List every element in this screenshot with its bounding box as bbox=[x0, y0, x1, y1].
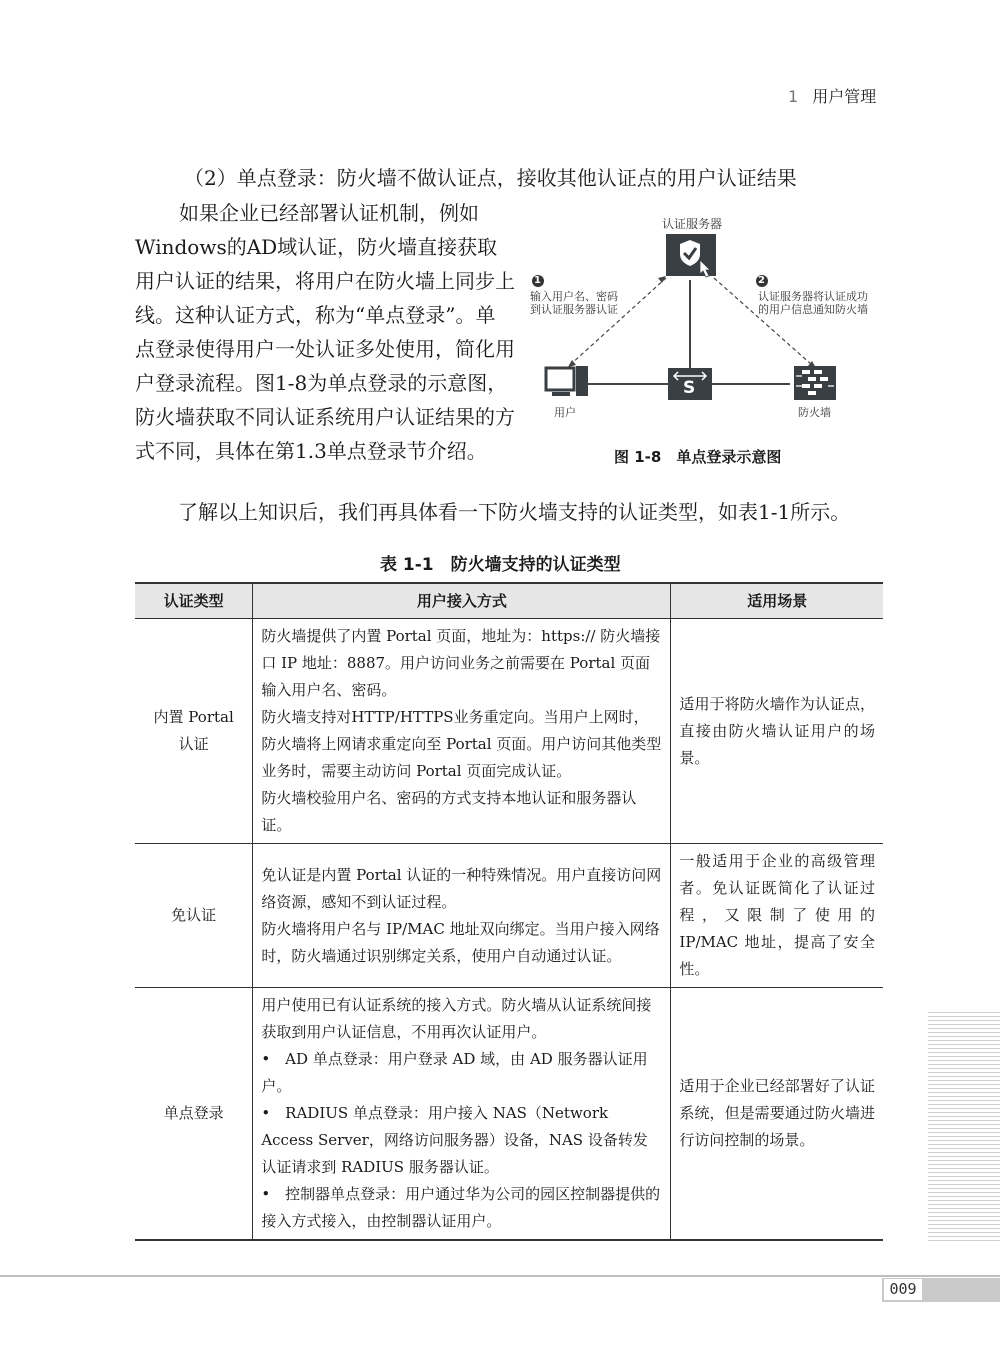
sso-diagram-svg bbox=[528, 210, 888, 430]
cell-method bbox=[253, 619, 671, 844]
chapter-number: 1 bbox=[788, 87, 799, 106]
figure-caption: 图 1-8 单点登录示意图 bbox=[614, 448, 782, 466]
section-heading: （2）单点登录：防火墙不做认证点，接收其他认证点的用户认证结果 bbox=[184, 166, 797, 190]
table-header-row bbox=[135, 583, 883, 619]
cell-type: 单点登录 bbox=[135, 988, 253, 1241]
header-scenario: 适用场景 bbox=[671, 583, 883, 619]
figure-sso-diagram bbox=[528, 210, 888, 470]
switch-letter: S bbox=[683, 378, 696, 398]
pc-icon bbox=[546, 366, 588, 396]
cell-scenario: 适用于企业已经部署好了认证系统，但是需要通过防火墙进行访问控制的场景。 bbox=[671, 988, 883, 1241]
method-line: • 控制器单点登录：用户通过华为公司的园区控制器提供的接入方式接入，由控制器认证用户。 bbox=[261, 1185, 661, 1230]
firewall-icon bbox=[794, 366, 836, 400]
step2-text: 认证服务器将认证成功 的用户信息通知防火墙 bbox=[758, 290, 868, 316]
method-line: 免认证是内置 Portal 认证的一种特殊情况。用户直接访问网络资源，感知不到认证过程。 bbox=[261, 865, 662, 911]
auth-types-table bbox=[135, 582, 883, 1241]
cell-method bbox=[253, 988, 671, 1241]
footer-rule bbox=[0, 1275, 1000, 1277]
decorative-stripes bbox=[928, 1012, 1000, 1242]
method-line: 防火墙提供了内置 Portal 页面，地址为：https:// 防火墙接口 IP 地址：8887。用户访问业务之前需要在 Portal 页面输入用户名、密码。 bbox=[261, 627, 661, 699]
step1-number: 1 bbox=[534, 275, 541, 286]
user-label: 用户 bbox=[554, 406, 576, 419]
cell-scenario: 适用于将防火墙作为认证点，直接由防火墙认证用户的场景。 bbox=[671, 619, 883, 844]
body-paragraph-1: 如果企业已经部署认证机制，例如Windows的AD域认证，防火墙直接获取用户认证的结果，将用户在防火墙上同步上线。这种认证方式，称为“单点登录”。单点登录使得用户一处认证多处使用，简化用户登录流程。图1-8为单点登录的示意图，防火墙获取不同认证系统用户认证结果的方式不同，具体在第1.3单点登录节介绍。 bbox=[135, 201, 515, 463]
method-line: • RADIUS 单点登录：用户接入 NAS（Network Access Server，网络访问服务器）设备，NAS 设备转发认证请求到 RADIUS 服务器认证。 bbox=[261, 1104, 648, 1176]
header-auth-type: 认证类型 bbox=[135, 583, 253, 619]
method-line: • AD 单点登录：用户登录 AD 域，由 AD 服务器认证用户。 bbox=[261, 1050, 648, 1095]
table-caption: 表 1-1 防火墙支持的认证类型 bbox=[380, 555, 621, 575]
table-row bbox=[135, 844, 883, 988]
server-label: 认证服务器 bbox=[662, 217, 723, 231]
step2-number: 2 bbox=[758, 275, 765, 286]
cell-type: 内置 Portal 认证 bbox=[135, 619, 253, 844]
chapter-title: 用户管理 bbox=[812, 87, 877, 106]
cell-type: 免认证 bbox=[135, 844, 253, 988]
firewall-label: 防火墙 bbox=[798, 406, 831, 419]
page-number: 009 bbox=[884, 1279, 922, 1300]
step1-text: 输入用户名、密码 到认证服务器认证 bbox=[530, 290, 618, 316]
cell-scenario: 一般适用于企业的高级管理者。免认证既简化了认证过程，又限制了使用的 IP/MAC 地址，提高了安全性。 bbox=[671, 844, 883, 988]
step1-arrowhead-start bbox=[568, 360, 576, 367]
cell-method bbox=[253, 844, 671, 988]
method-line: 防火墙校验用户名、密码的方式支持本地认证和服务器认证。 bbox=[261, 789, 637, 834]
method-line: 防火墙将用户名与 IP/MAC 地址双向绑定。当用户接入网络时，防火墙通过识别绑定关系，使用户自动通过认证。 bbox=[261, 919, 660, 965]
method-line: 防火墙支持对HTTP/HTTPS业务重定向。当用户上网时，防火墙将上网请求重定向至 Portal 页面。用户访问其他类型业务时，需要主动访问 Portal 页面完成认证。 bbox=[261, 708, 662, 780]
table-row bbox=[135, 988, 883, 1241]
body-paragraph-2: 了解以上知识后，我们再具体看一下防火墙支持的认证类型，如表1-1所示。 bbox=[178, 500, 851, 524]
header-access-method: 用户接入方式 bbox=[253, 583, 671, 619]
method-line: 用户使用已有认证系统的接入方式。防火墙从认证系统间接获取到用户认证信息，不用再次认证用户。 bbox=[261, 996, 652, 1041]
running-header bbox=[788, 84, 876, 107]
server-icon bbox=[666, 234, 716, 277]
table-row bbox=[135, 619, 883, 844]
